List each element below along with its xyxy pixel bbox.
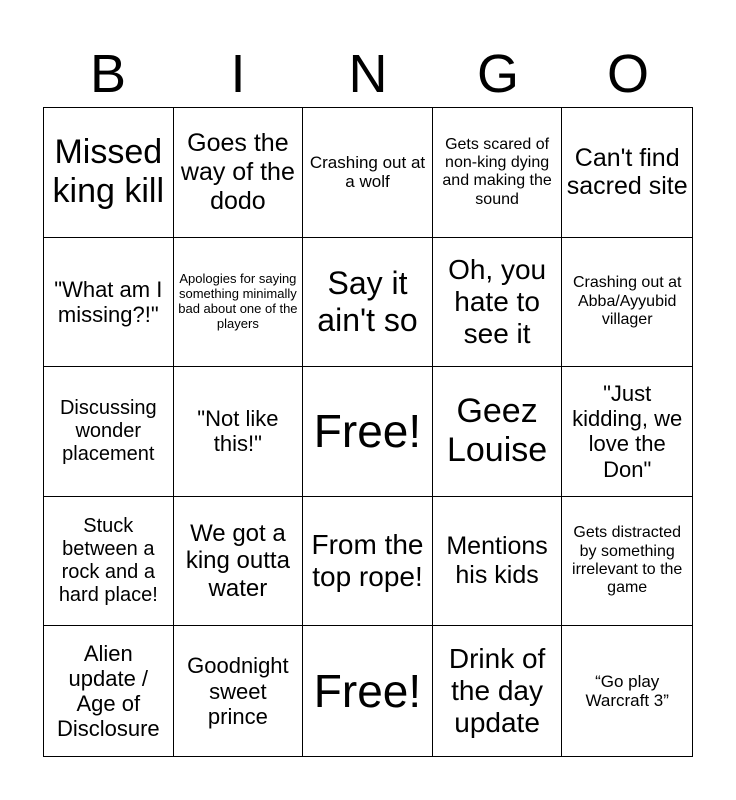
bingo-cell[interactable]: Stuck between a rock and a hard place! — [44, 497, 174, 627]
bingo-cell[interactable]: "What am I missing?!" — [44, 238, 174, 368]
header-letter-n: N — [348, 44, 388, 104]
bingo-cell[interactable]: Can't find sacred site — [562, 108, 692, 238]
bingo-cell[interactable]: Missed king kill — [44, 108, 174, 238]
bingo-board — [43, 107, 693, 757]
bingo-cell[interactable]: Crashing out at a wolf — [303, 108, 433, 238]
header-letter-o: O — [606, 44, 649, 104]
header-letter-g: G — [476, 44, 519, 104]
bingo-cell[interactable]: From the top rope! — [303, 497, 433, 627]
bingo-cell[interactable]: Goes the way of the dodo — [174, 108, 304, 238]
bingo-cell[interactable]: Drink of the day update — [433, 626, 563, 756]
bingo-cell[interactable]: “Go play Warcraft 3” — [585, 671, 669, 711]
bingo-cell[interactable]: Gets scared of non-king dying and making the sound — [433, 108, 563, 238]
bingo-cell[interactable]: Goodnight sweet prince — [174, 626, 304, 756]
bingo-header — [43, 40, 693, 108]
bingo-cell[interactable]: Alien update / Age of Disclosure — [44, 626, 174, 756]
bingo-cell[interactable]: We got a king outta water — [174, 497, 304, 627]
bingo-cell[interactable]: "Just kidding, we love the Don" — [562, 367, 692, 497]
free-space[interactable]: Free! — [303, 626, 433, 756]
bingo-cell[interactable]: Mentions his kids — [433, 497, 563, 627]
bingo-cell[interactable]: Say it ain't so — [303, 238, 433, 368]
bingo-cell[interactable]: Discussing wonder placement — [44, 367, 174, 497]
bingo-cell[interactable]: Gets distracted by something irrelevant to the game — [562, 497, 692, 627]
bingo-cell[interactable]: Geez Louise — [433, 367, 563, 497]
header-letter-i: I — [230, 44, 246, 104]
free-space[interactable]: Free! — [303, 367, 433, 497]
bingo-cell[interactable]: Crashing out at Abba/Ayyubid villager — [562, 238, 692, 368]
header-letter-b: B — [89, 44, 127, 104]
bingo-cell[interactable]: Apologies for saying something minimally bad about one of the players — [174, 238, 304, 368]
bingo-cell[interactable]: "Not like this!" — [174, 367, 304, 497]
bingo-cell[interactable]: Oh, you hate to see it — [433, 238, 563, 368]
